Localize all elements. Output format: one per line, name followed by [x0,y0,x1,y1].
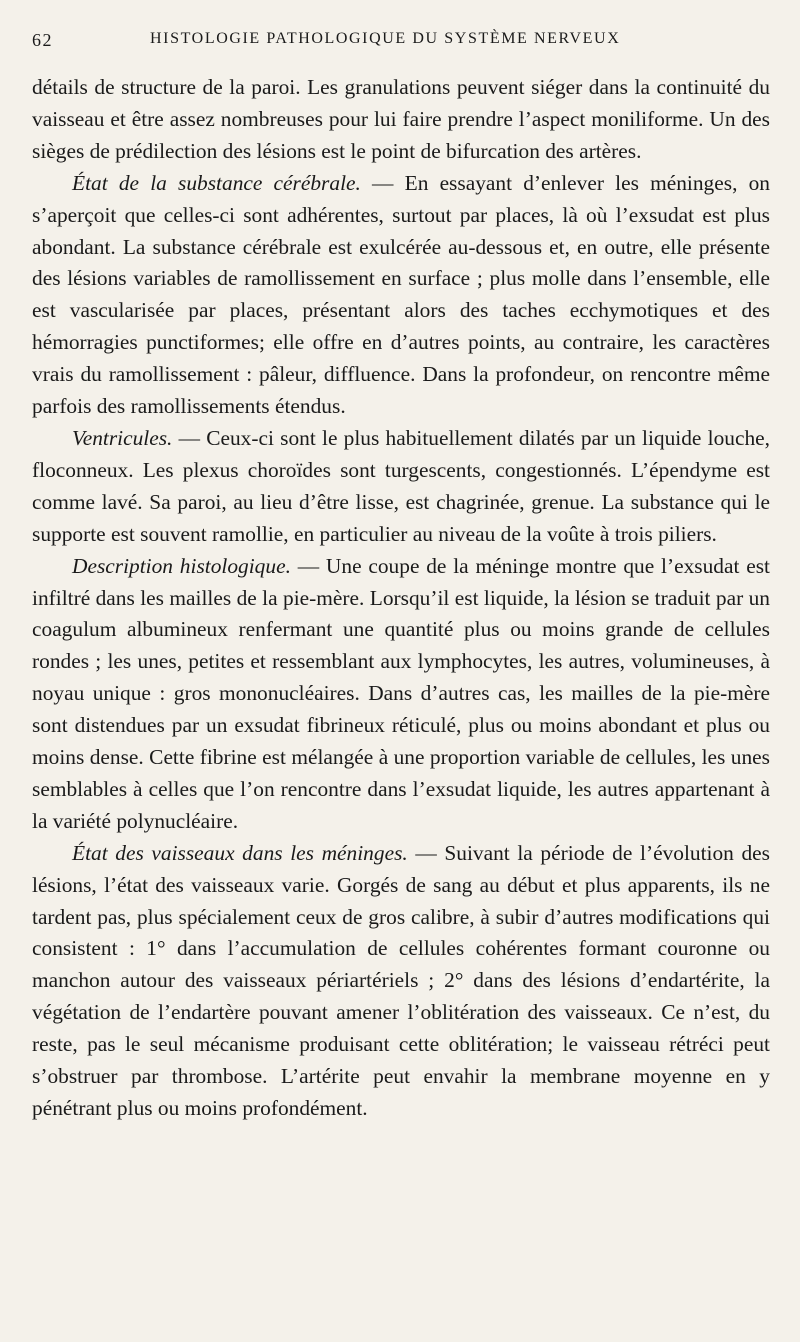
paragraph-3 [32,423,770,551]
paragraph-text: — Suivant la période de l’évolution des lésions, l’état des vaisseaux varie. Gorgés de sang au début et plus apparents, ils ne tardent pas, plus spécialement ceux de gros calibre, à subir d’autres modifications qui consistent : 1° dans l’accumulation de cellules cohérentes formant couronne ou manchon autour des vaisseaux périartériels ; 2° dans des lésions d’endartérite, la végétation de l’endartère pouvant amener l’oblitération des vaisseaux. Ce n’est, du reste, pas le seul mécanisme produisant cette oblitération; le vaisseau rétréci peut s’obstruer par thrombose. L’artérite peut envahir la membrane moyenne en y pénétrant plus ou moins profondément. [32,840,770,1120]
paragraph-4 [32,551,770,838]
paragraph-text: — Ceux-ci sont le plus habituellement dilatés par un liquide louche, floconneux. Les plexus choroïdes sont turgescents, congestionnés. L’épendyme est comme lavé. Sa paroi, au lieu d’être lisse, est chagrinée, grenue. La substance qui le supporte est souvent ramollie, en particulier au niveau de la voûte à trois piliers. [32,425,770,546]
paragraph-text: — Une coupe de la méninge montre que l’exsudat est infiltré dans les mailles de la pie-mère. Lorsqu’il est liquide, la lésion se traduit par un coagulum albumineux renfermant une quantité plus ou moins grande de cellules rondes ; les unes, petites et ressemblant aux lymphocytes, les autres, volumineuses, à noyau unique : gros mononucléaires. Dans d’autres cas, les mailles de la pie-mère sont distendues par un exsudat fibrineux réticulé, plus ou moins abondant et plus ou moins dense. Cette fibrine est mélangée à une proportion variable de cellules, les unes semblables à celles que l’on rencontre dans l’exsudat liquide, les autres appartenant à la variété polynucléaire. [32,553,770,833]
paragraph-2 [32,168,770,423]
page-header [32,20,770,60]
paragraph-text: — En essayant d’enlever les méninges, on s’aperçoit que celles-ci sont adhérentes, surtout par places, là où l’exsudat est plus abondant. La substance cérébrale est exulcérée au-dessous et, en outre, elle présente des lésions variables de ramollissement en surface ; plus molle dans l’ensemble, elle est vascularisée par places, présentant alors des taches ecchymotiques et des hémorragies punctiformes; elle offre en d’autres points, au contraire, les caractères vrais du ramollissement : pâleur, diffluence. Dans la profondeur, on rencontre même parfois des ramollissements étendus. [32,170,770,419]
paragraph-5 [32,838,770,1125]
paragraph-1 [32,72,770,168]
section-heading: État de la substance cérébrale. [72,170,361,195]
running-title: HISTOLOGIE PATHOLOGIQUE DU SYSTÈME NERVEUX [150,30,621,47]
section-heading: Ventricules. [72,425,173,450]
body-text [32,72,770,1125]
section-heading: Description histologique. [72,553,291,578]
section-heading: État des vaisseaux dans les méninges. [72,840,408,865]
page-number: 62 [32,30,53,50]
paragraph-text: détails de structure de la paroi. Les granulations peuvent siéger dans la continuité du vaisseau et être assez nombreuses pour lui faire prendre l’aspect moniliforme. Un des sièges de prédilection des lésions est le point de bifurcation des artères. [32,75,770,163]
